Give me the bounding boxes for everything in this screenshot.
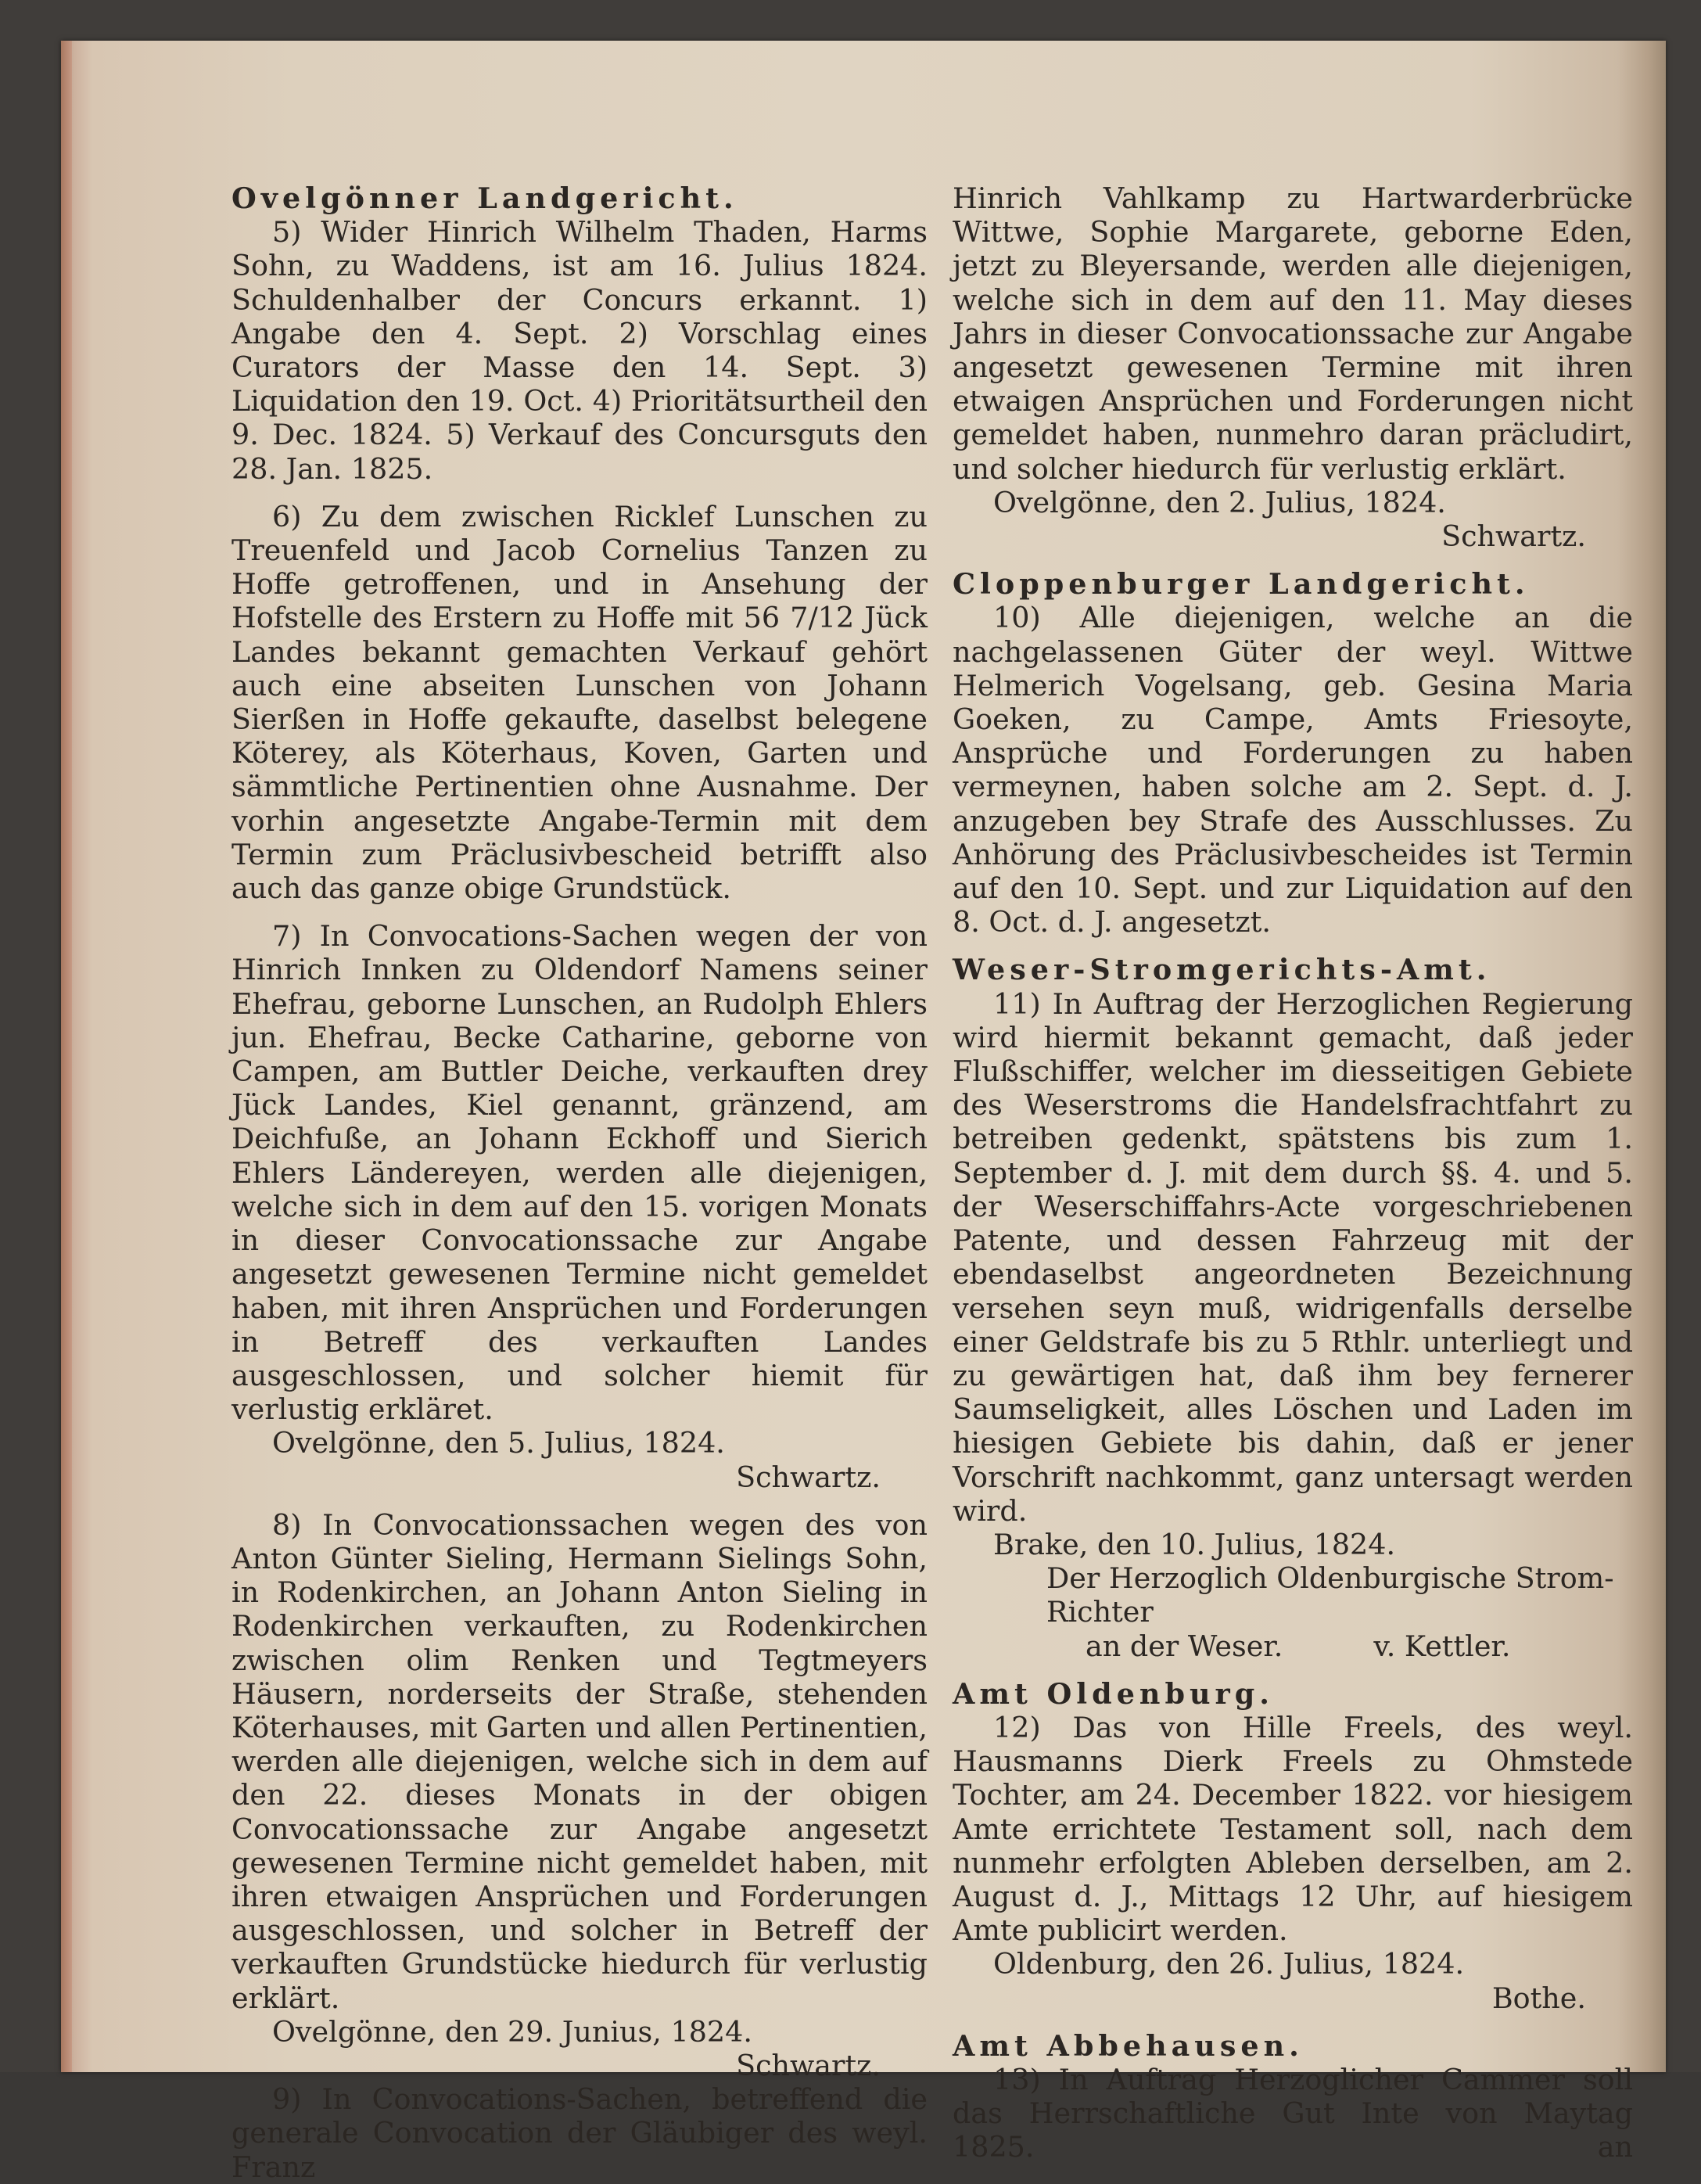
notice-9-start: 9) In Convocations-Sachen, betreffend die generale Convocation der Gläubiger des weyl. Franz	[231, 2082, 928, 2184]
section-heading-amt-abbehausen: Amt Abbehausen.	[953, 2028, 1304, 2063]
right-column	[953, 181, 1633, 2164]
notice-8-signature: Schwartz.	[736, 2048, 881, 2082]
notice-9-signature: Schwartz.	[1441, 519, 1586, 554]
notice-12-place-date: Oldenburg, den 26. Julius, 1824.	[993, 1947, 1465, 1981]
notice-7: 7) In Convocations-Sachen wegen der von Hinrich Innken zu Oldendorf Namens seiner Ehefrau, geborne Lunschen, an Rudolph Ehlers jun. Ehefrau, Becke Catharine, geborne von Campen, am Buttler Deiche, verkauften drey Jück Landes, Kiel genannt, gränzend, am Deichfuße, an Johann Eckhoff und Sierich Ehlers Ländereyen, werden alle diejenigen, welche sich in dem auf den 15. vorigen Monats in dieser Convocationssache zur Angabe angesetzt gewesenen Termine nicht gemeldet haben, mit ihren Ansprüchen und Forderungen in Betreff des verkauften Landes ausgeschlossen, und solcher hiemit für verlustig erkläret.	[231, 919, 928, 1427]
notice-7-signature: Schwartz.	[736, 1460, 881, 1494]
notice-12: 12) Das von Hille Freels, des weyl. Hausmanns Dierk Freels zu Ohmstede Tochter, am 24. December 1822. vor hiesigem Amte errichtete Testament soll, nach dem nunmehr erfolgten Ableben derselben, am 2. August d. J., Mittags 12 Uhr, auf hiesigem Amte publicirt werden.	[953, 1710, 1633, 1948]
notice-12-signature: Bothe.	[1491, 1981, 1586, 2015]
notice-11-signature-line1: Der Herzoglich Oldenburgische Strom-Richter	[1046, 1561, 1614, 1629]
section-heading-amt-oldenburg: Amt Oldenburg.	[953, 1676, 1274, 1711]
notice-10: 10) Alle diejenigen, welche an die nachgelassenen Güter der weyl. Wittwe Helmerich Vogelsang, geb. Gesina Maria Goeken, zu Campe, Amts Friesoyte, Ansprüche und Forderungen zu haben vermeynen, haben solche am 2. Sept. d. J. anzugeben bey Strafe des Ausschlusses. Zu Anhörung des Präclusivbescheides ist Termin auf den 10. Sept. und zur Liquidation auf den 8. Oct. d. J. angesetzt.	[953, 601, 1633, 939]
notice-8: 8) In Convocationssachen wegen des von Anton Günter Sieling, Hermann Sielings Sohn, in Rodenkirchen, an Johann Anton Sieling in Rodenkirchen verkauften, zu Rodenkirchen zwischen olim Renken und Tegtmeyers Häusern, norderseits der Straße, stehenden Köterhauses, mit Garten und allen Pertinentien, werden alle diejenigen, welche sich in dem auf den 22. dieses Monats in der obigen Convocationssache zur Angabe angesetzt gewesenen Termine nicht gemeldet haben, mit ihren etwaigen Ansprüchen und Forderungen ausgeschlossen, und solcher in Betreff der verkauften Grundstücke hiedurch für verlustig erklärt.	[231, 1507, 928, 2015]
notice-11-signature-line2: an der Weser. v. Kettler.	[1086, 1629, 1511, 1663]
notice-13-start: 13) In Auftrag Herzoglicher Cammer soll das Herrschaftliche Gut Inte von Maytag 1825. an	[953, 2062, 1633, 2164]
notice-6: 6) Zu dem zwischen Ricklef Lunschen zu Treuenfeld und Jacob Cornelius Tanzen zu Hoffe getroffenen, und in Ansehung der Hofstelle des Erstern zu Hoffe mit 56 7/12 Jück Landes bekannt gemachten Verkauf gehört auch eine abseiten Lunschen von Johann Sierßen in Hoffe gekaufte, daselbst belegene Köterey, als Köterhaus, Koven, Garten und sämmtliche Pertinentien ohne Ausnahme. Der vorhin angesetzte Angabe-Termin mit dem Termin zum Präclusivbescheid betrifft also auch das ganze obige Grundstück.	[231, 499, 928, 906]
left-column	[231, 181, 928, 2184]
section-heading-weser: Weser-Stromgerichts-Amt.	[953, 953, 1491, 987]
notice-11-place-date: Brake, den 10. Julius, 1824.	[993, 1527, 1396, 1561]
notice-5: 5) Wider Hinrich Wilhelm Thaden, Harms Sohn, zu Waddens, ist am 16. Julius 1824. Schuldenhalber der Concurs erkannt. 1) Angabe den 4. Sept. 2) Vorschlag eines Curators der Masse den 14. Sept. 3) Liquidation den 19. Oct. 4) Prioritätsurtheil den 9. Dec. 1824. 5) Verkauf des Concursguts den 28. Jan. 1825.	[231, 215, 928, 486]
notice-11: 11) In Auftrag der Herzoglichen Regierung wird hiermit bekannt gemacht, daß jeder Flußschiffer, welcher im diesseitigen Gebiete des Weserstroms die Handelsfrachtfahrt zu betreiben gedenkt, spätstens bis zum 1. September d. J. mit dem durch §§. 4. und 5. der Weserschiffahrs-Acte vorgeschriebenen Patente, und dessen Fahrzeug mit der ebendaselbst angeordneten Bezeichnung versehen seyn muß, widrigenfalls derselbe einer Geldstrafe bis zu 5 Rthlr. unterliegt und zu gewärtigen hat, daß ihm bey fernerer Saumseligkeit, alles Löschen und Laden im hiesigen Gebiete bis dahin, daß er jener Vorschrift nachkommt, ganz untersagt werden wird.	[953, 986, 1633, 1528]
notice-8-place-date: Ovelgönne, den 29. Junius, 1824.	[272, 2014, 752, 2049]
notice-7-place-date: Ovelgönne, den 5. Julius, 1824.	[272, 1426, 725, 1460]
notice-9-place-date: Ovelgönne, den 2. Julius, 1824.	[993, 485, 1446, 519]
section-heading-cloppenburg: Cloppenburger Landgericht.	[953, 567, 1530, 602]
notice-9-continued: Hinrich Vahlkamp zu Hartwarderbrücke Wittwe, Sophie Margarete, geborne Eden, jetzt zu Bleyersande, werden alle diejenigen, welche sich in dem auf den 11. May dieses Jahrs in dieser Convocationssache zur Angabe angesetzt gewesenen Termine mit ihren etwaigen Ansprüchen und Forderungen nicht gemeldet haben, nunmehro daran präcludirt, und solcher hiedurch für verlustig erklärt.	[953, 181, 1633, 486]
page-binding-edge	[61, 41, 72, 2072]
section-heading-ovelgoenne: Ovelgönner Landgericht.	[231, 181, 738, 215]
